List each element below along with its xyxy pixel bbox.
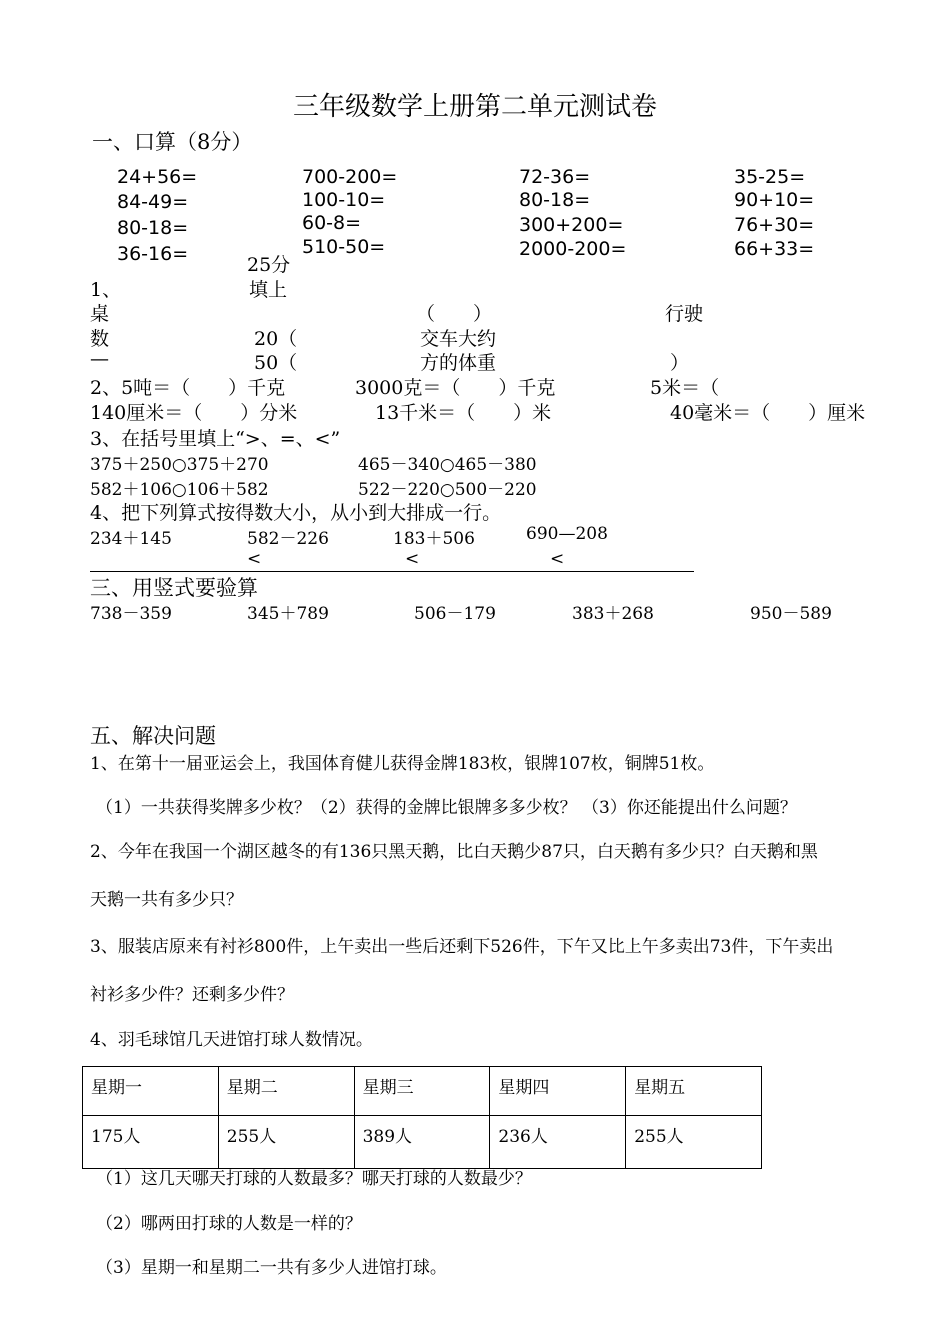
fragment: 25分 xyxy=(247,254,291,276)
unit-conversion: 2、5吨＝（ ）千克 xyxy=(90,377,286,399)
order-heading: 4、把下列算式按得数大小，从小到大排成一行。 xyxy=(90,502,502,524)
problem: 84-49= xyxy=(117,191,189,213)
vertical-calc-item: 383＋268 xyxy=(572,604,654,624)
unit-conversion: 140厘米＝（ ）分米 xyxy=(90,402,298,424)
compare-item: 375＋250○375＋270 xyxy=(90,455,269,475)
problem: 66+33= xyxy=(734,238,815,260)
vertical-calc-item: 506－179 xyxy=(414,604,496,624)
problem: 300+200= xyxy=(519,214,624,236)
order-item: 582－226 xyxy=(247,529,329,549)
question-4-sub: （3）星期一和星期二一共有多少人进馆打球。 xyxy=(96,1258,447,1278)
problem: 80-18= xyxy=(117,217,189,239)
question-1: 1、在第十一届亚运会上，我国体育健儿获得金牌183枚，银牌107枚，铜牌51枚。 xyxy=(90,754,715,774)
fragment: 交车大约 xyxy=(420,328,497,350)
section1-heading: 一、口算（8分） xyxy=(92,130,253,154)
table-header-cell: 星期一 xyxy=(83,1067,219,1116)
problem: 2000-200= xyxy=(519,238,627,260)
problem: 700-200= xyxy=(302,166,398,188)
compare-item: 582＋106○106＋582 xyxy=(90,480,269,500)
problem: 36-16= xyxy=(117,243,189,265)
section5-heading: 五、解决问题 xyxy=(90,724,216,748)
vertical-calc-item: 738－359 xyxy=(90,604,172,624)
unit-conversion: 5米＝（ xyxy=(650,377,720,399)
less-than-sign: < xyxy=(550,549,565,569)
problem: 72-36= xyxy=(519,166,591,188)
question-2-line1: 2、今年在我国一个湖区越冬的有136只黑天鹅，比白天鹅少87只，白天鹅有多少只？白天鹅和黑 xyxy=(90,842,818,862)
table-cell: 236人 xyxy=(490,1116,626,1169)
vertical-calc-item: 345＋789 xyxy=(247,604,329,624)
fragment: 行驶 xyxy=(665,303,704,325)
page-title: 三年级数学上册第二单元测试卷 xyxy=(292,92,657,122)
unit-conversion: 40毫米＝（ ）厘米 xyxy=(670,402,866,424)
fragment: 50（ xyxy=(254,352,298,374)
table-cell: 255人 xyxy=(626,1116,762,1169)
fragment: — xyxy=(90,348,109,370)
table-row xyxy=(83,1116,762,1169)
fragment: 数 xyxy=(90,328,110,350)
problem: 100-10= xyxy=(302,189,386,211)
question-3-line1: 3、服装店原来有衬衫800件，上午卖出一些后还剩下526件，下午又比上午多卖出73件，下午卖出 xyxy=(90,937,834,957)
fragment: （ ） xyxy=(416,303,493,325)
problem: 90+10= xyxy=(734,189,815,211)
compare-item: 522－220○500－220 xyxy=(358,480,537,500)
compare-heading: 3、在括号里填上“>、=、<” xyxy=(90,428,341,450)
vertical-calc-item: 950－589 xyxy=(750,604,832,624)
problem: 76+30= xyxy=(734,214,815,236)
order-item: 234＋145 xyxy=(90,529,172,549)
compare-item: 465－340○465－380 xyxy=(358,455,537,475)
table-header-cell: 星期二 xyxy=(218,1067,354,1116)
fragment: 填上 xyxy=(249,279,288,301)
question-3-line2: 衬衫多少件？还剩多少件？ xyxy=(90,985,294,1005)
table-cell: 175人 xyxy=(83,1116,219,1169)
question-4-sub: （2）哪两田打球的人数是一样的？ xyxy=(96,1214,362,1234)
unit-conversion: 13千米＝（ ）米 xyxy=(375,402,552,424)
fragment: 20（ xyxy=(254,328,298,350)
order-item: 690—208 xyxy=(526,524,608,544)
table-row xyxy=(83,1067,762,1116)
question-4-sub: （1）这几天哪天打球的人数最多？哪天打球的人数最少？ xyxy=(96,1169,532,1189)
section3-heading: 三、用竖式要验算 xyxy=(90,576,258,600)
attendance-table xyxy=(82,1066,762,1169)
less-than-sign: < xyxy=(405,549,420,569)
table-header-cell: 星期五 xyxy=(626,1067,762,1116)
problem: 80-18= xyxy=(519,189,591,211)
fragment: 1、 xyxy=(90,279,122,301)
fragment: 桌 xyxy=(90,303,110,325)
fragment: ） xyxy=(670,352,690,374)
fragment: 方的体重 xyxy=(420,352,497,374)
order-item: 183＋506 xyxy=(393,529,475,549)
table-cell: 389人 xyxy=(354,1116,490,1169)
question-4: 4、羽毛球馆几天进馆打球人数情况。 xyxy=(90,1030,373,1050)
question-1-subparts: （1）一共获得奖牌多少枚？（2）获得的金牌比银牌多多少枚？ （3）你还能提出什么问题？ xyxy=(96,798,797,818)
table-cell: 255人 xyxy=(218,1116,354,1169)
table-header-cell: 星期三 xyxy=(354,1067,490,1116)
less-than-sign: < xyxy=(247,549,262,569)
unit-conversion: 3000克＝（ ）千克 xyxy=(355,377,556,399)
problem: 35-25= xyxy=(734,166,806,188)
problem: 24+56= xyxy=(117,166,198,188)
table-header-cell: 星期四 xyxy=(490,1067,626,1116)
problem: 510-50= xyxy=(302,236,386,258)
question-2-line2: 天鹅一共有多少只？ xyxy=(90,890,243,910)
problem: 60-8= xyxy=(302,212,362,234)
